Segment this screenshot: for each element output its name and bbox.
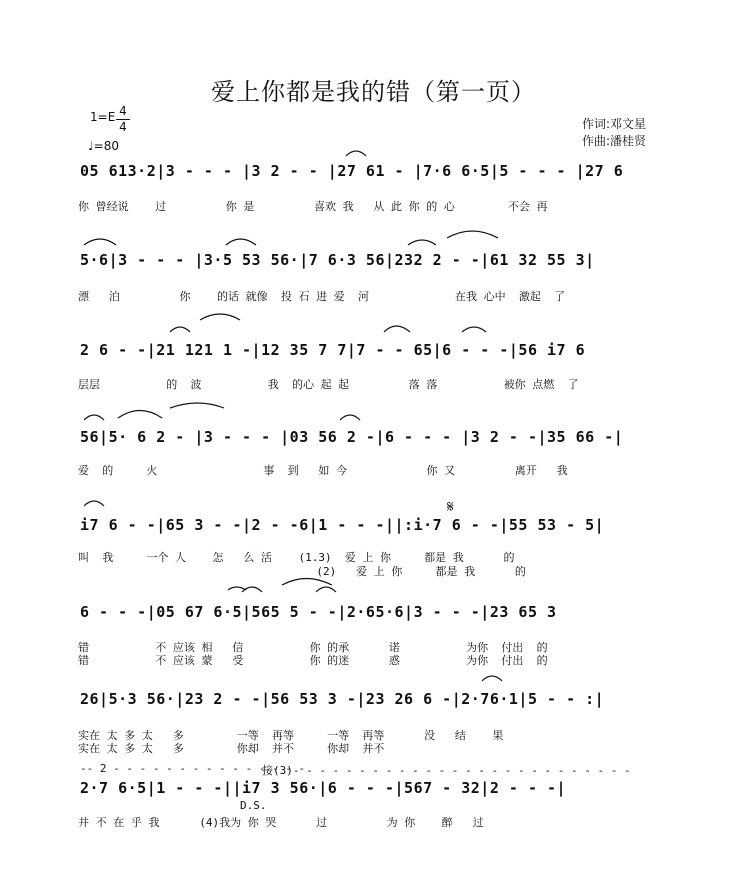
lyric-line: 实在 太 多 太 多 一等 再等 一等 再等 没 结 果 [78, 729, 504, 742]
lyric-line: 叫 我 一个 人 怎 么 活 (1.3) 爱 上 你 都是 我 的 [78, 551, 515, 564]
composer: 作曲:潘桂贤 [582, 134, 647, 148]
interlude-mark: 接(3)- - - - - - - - - - - - - - - - - - - - - - - - - - [262, 764, 631, 777]
tempo-mark: ♩=80 [88, 139, 119, 153]
segno-icon: 𝄋 [447, 497, 454, 516]
notation-line: 5·6|3 - - - |3·5 53 56·|7 6·3 56|232 2 - -|61 32 55 3| [80, 251, 595, 269]
lyric-line: 漂 泊 你 的话 就像 投 石 进 爱 河 在我 心中 激起 了 [78, 290, 566, 303]
notation-line: 2 6 - -|21 121 1 -|12 35 7 7|7 - - 65|6 - - -|56 i7 6 [80, 341, 586, 359]
key-label: 1=E [90, 110, 116, 124]
notation-line: 2·7 6·5|1 - - -||i7 3 56·|6 - - -|567 - 32|2 - - -| [80, 779, 567, 797]
notation-line: 6 - - -|05 67 6·5|565 5 - -|2·65·6|3 - - -|23 65 3 [80, 603, 557, 621]
lyric-line: 错 不 应该 相 信 你 的承 诺 为你 付出 的 [78, 641, 548, 654]
notation-line: 05 613·2|3 - - - |3 2 - - |27 61 - |7·6 6·5|5 - - - |27 6 [80, 162, 624, 180]
notation-line: i7 6 - -|65 3 - -|2 - -6|1 - - -||:i·7 6 - -|55 53 - 5| [80, 516, 605, 534]
lyric-line: 爱 的 火 事 到 如 今 你 又 离开 我 [78, 464, 568, 477]
lyric-line: (2) 爱 上 你 都是 我 的 [78, 565, 526, 578]
time-top: 4 [116, 104, 130, 120]
page-title: 爱上你都是我的错（第一页） [211, 78, 536, 106]
ds-mark: D.S. [240, 799, 267, 812]
lyric-line: 层层 的 波 我 的心 起 起 落 落 被你 点燃 了 [78, 378, 579, 391]
lyric-line: 实在 太 多 太 多 你却 并不 你却 并不 [78, 742, 385, 755]
ending-2-bracket: -- 2 - - - - - - - - - - - - - - - [80, 762, 306, 775]
notation-line: 26|5·3 56·|23 2 - -|56 53 3 -|23 26 6 -|2·76·1|5 - - :| [80, 690, 605, 708]
notation-line: 56|5· 6 2 - |3 - - - |03 56 2 -|6 - - - |3 2 - -|35 66 -| [80, 428, 624, 446]
lyric-line: 错 不 应该 蒙 受 你 的迷 惑 为你 付出 的 [78, 654, 548, 667]
time-bottom: 4 [119, 120, 127, 134]
lyricist: 作词:邓文星 [582, 117, 647, 131]
lyric-line: 你 曾经说 过 你 是 喜欢 我 从 此 你 的 心 不会 再 [78, 200, 548, 213]
lyric-line: 井 不 在 乎 我 (4)我为 你 哭 过 为 你 醉 过 [78, 816, 484, 829]
